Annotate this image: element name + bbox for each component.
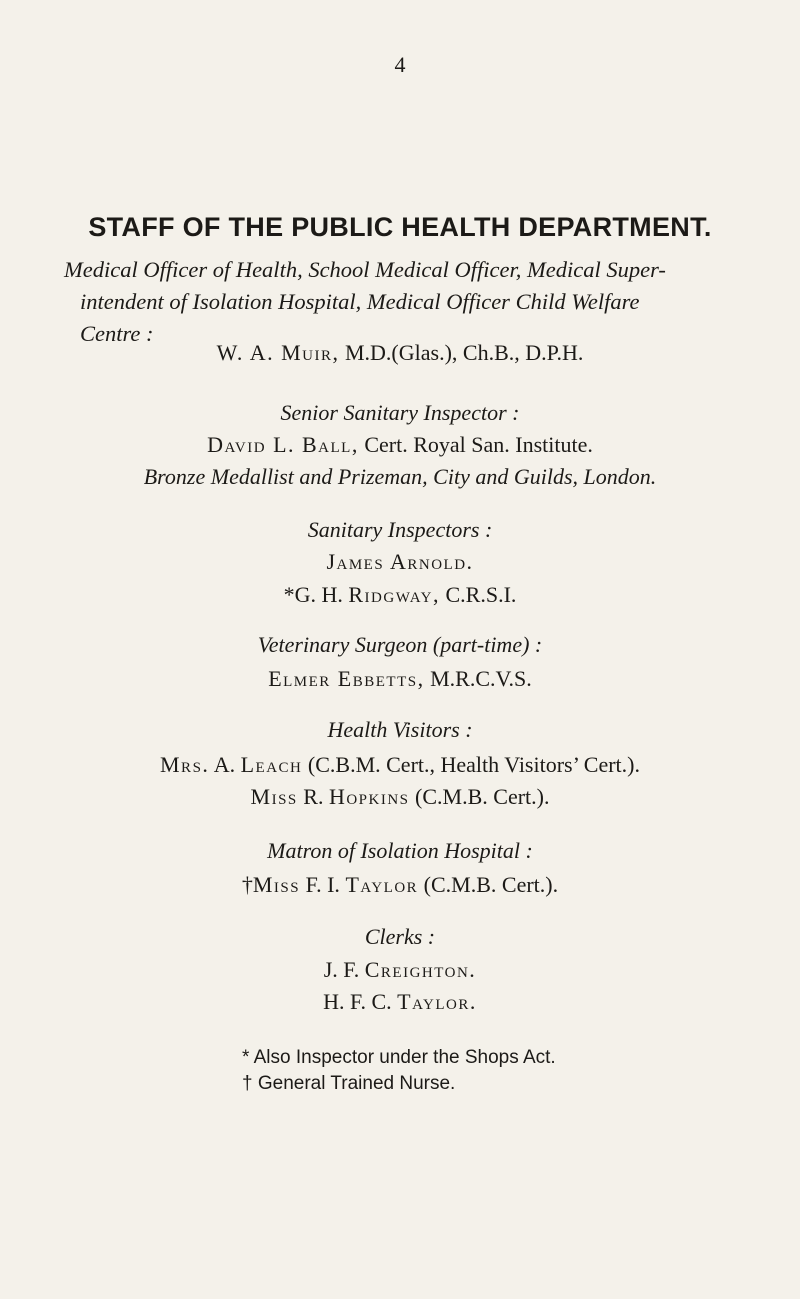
sanitary-inspector-qualifications: C.R.S.I. [439,582,517,607]
dagger-mark: † [241,872,253,897]
page-number: 4 [394,52,406,77]
matron-qualifications: (C.M.B. Cert.). [418,872,559,897]
footnote-trained-nurse: † General Trained Nurse. [242,1073,456,1094]
health-visitor-title: Mrs. [160,752,210,777]
clerk-initials: H. F. C. [323,989,398,1014]
sanitary-inspector-name: Ridgway, [348,582,440,607]
page-title: STAFF OF THE PUBLIC HEALTH DEPARTMENT. [88,212,712,242]
health-visitor-entry [0,752,800,778]
senior-inspector-heading: Senior Sanitary Inspector : [280,400,520,425]
sanitary-inspector-prefix: *G. H. [283,582,349,607]
sanitary-inspector-name: James Arnold. [326,549,474,574]
moh-entry [0,340,800,366]
clerk-initials: J. F. [323,957,365,982]
clerk-name: Creighton. [364,957,477,982]
matron-name: Taylor [345,872,419,897]
clerk-entry [0,989,800,1015]
sanitary-inspector-entry [0,549,800,575]
sanitary-inspectors-heading: Sanitary Inspectors : [307,517,493,542]
moh-role-description [64,254,764,350]
health-visitor-title: Miss [250,784,298,809]
veterinary-name: Elmer Ebbetts, [268,666,425,691]
moh-role-line-2: intendent of Isolation Hospital, Medical Officer Child Welfare [80,289,640,314]
veterinary-entry [0,666,800,692]
clerks-heading: Clerks : [364,924,436,949]
sanitary-inspector-entry [0,582,800,608]
health-visitor-entry [0,784,800,810]
moh-role-line-1: Medical Officer of Health, School Medical Officer, Medical Super- [64,257,666,282]
health-visitor-qualifications: (C.B.M. Cert., Health Visitors’ Cert.). [302,752,640,777]
health-visitor-qualifications: (C.M.B. Cert.). [409,784,550,809]
veterinary-heading: Veterinary Surgeon (part-time) : [257,632,543,657]
health-visitor-name: Leach [240,752,303,777]
clerk-entry [0,957,800,983]
moh-role-line-3: Centre : [80,321,154,346]
senior-inspector-honours: Bronze Medallist and Prizeman, City and Guilds, London. [143,464,657,489]
moh-name: W. A. Muir, [216,340,340,365]
senior-inspector-entry [0,432,800,458]
moh-qualifications: M.D.(Glas.), Ch.B., D.P.H. [339,340,584,365]
footnote-shops-act: * Also Inspector under the Shops Act. [242,1047,556,1068]
senior-inspector-name: David L. Ball, [207,432,359,457]
matron-heading: Matron of Isolation Hospital : [267,838,533,863]
health-visitor-name: Hopkins [328,784,410,809]
matron-entry [0,872,800,898]
matron-title: Miss [252,872,301,897]
health-visitor-initial: A. [209,752,241,777]
health-visitor-initial: R. [297,784,329,809]
clerk-name: Taylor. [397,989,477,1014]
health-visitors-heading: Health Visitors : [327,717,473,742]
matron-initials: F. I. [300,872,346,897]
veterinary-qualifications: M.R.C.V.S. [424,666,532,691]
senior-inspector-qualifications: Cert. Royal San. Institute. [358,432,593,457]
